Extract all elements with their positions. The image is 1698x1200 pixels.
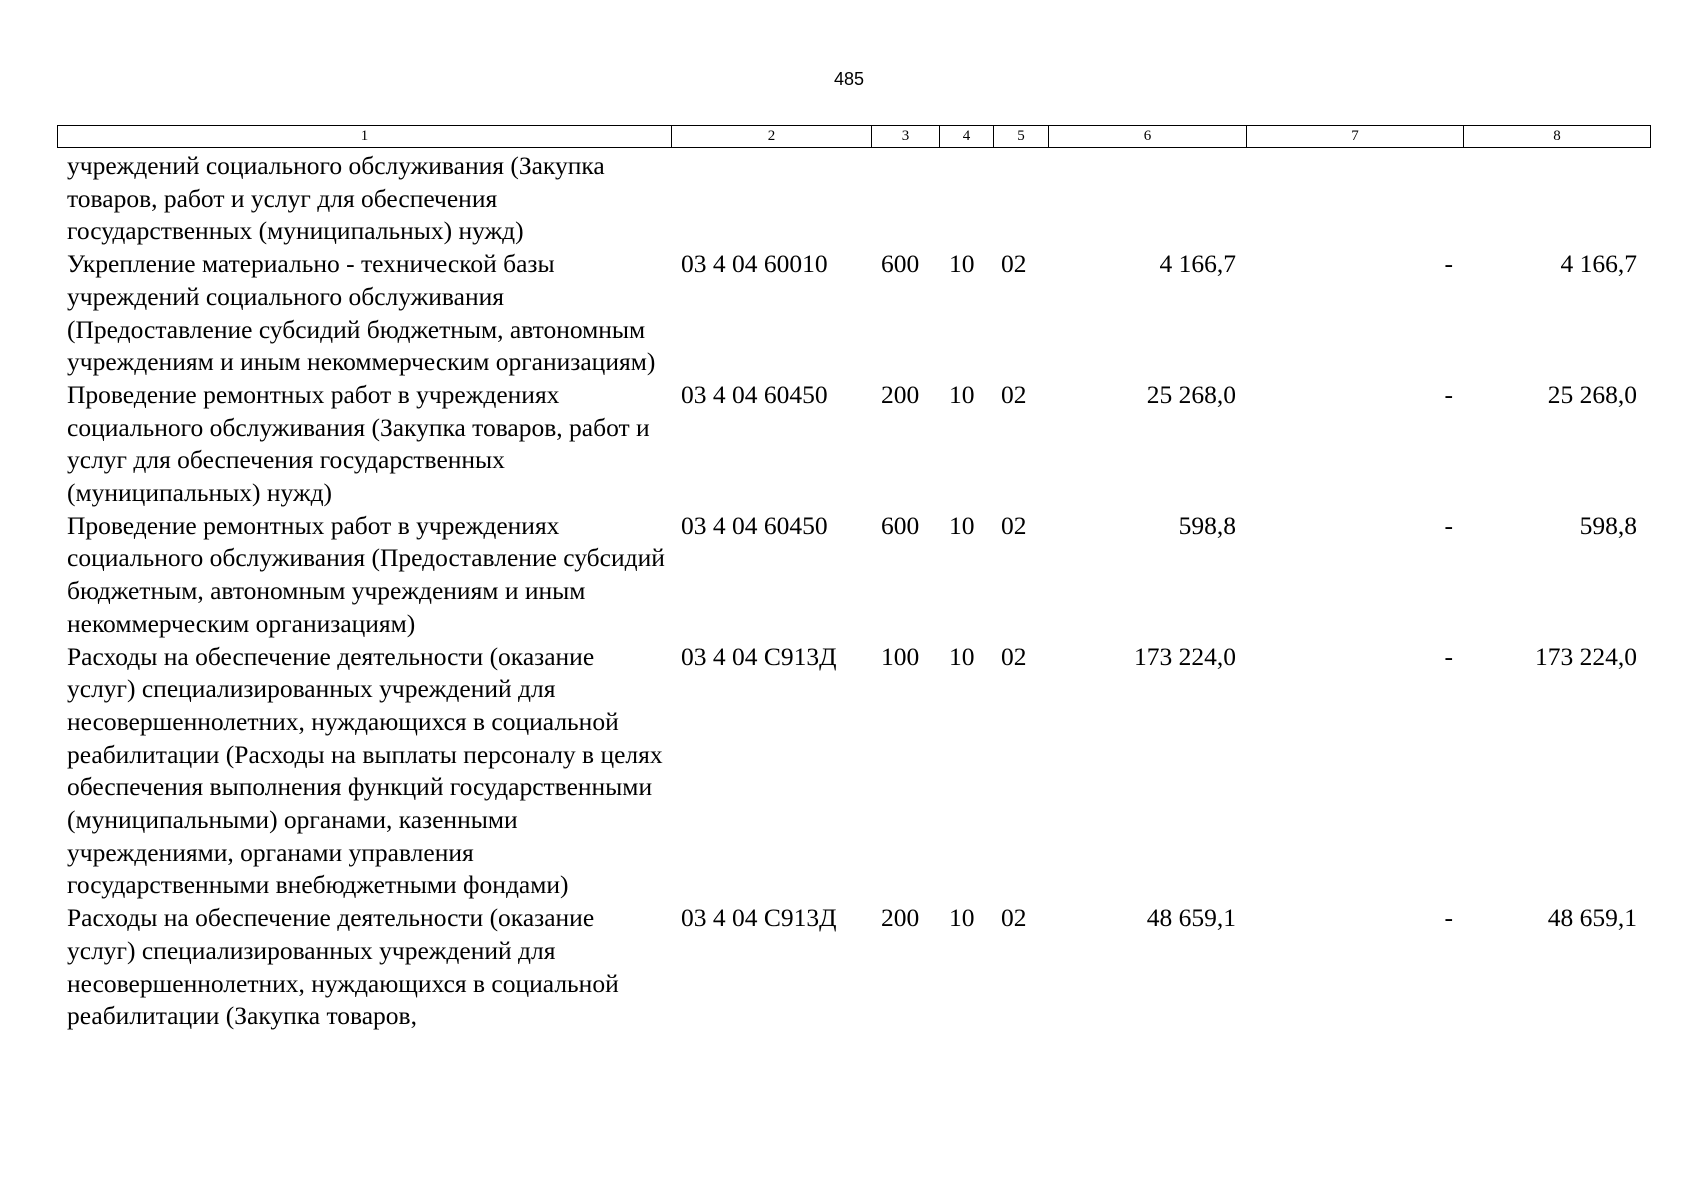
table-row: [57, 641, 1650, 903]
row-amount-col8: 598,8: [1579, 510, 1637, 540]
row-name: Проведение ремонтных работ в учреждениях социального обслуживания (Предоставление субсидий бюджетным, автономным учреждениям и иным некоммерческим организациям): [67, 510, 665, 638]
header-col-4: 4: [940, 126, 994, 148]
row-amount-col8: 48 659,1: [1547, 903, 1637, 933]
row-expense-type: 600: [881, 249, 920, 279]
row-subsection: 02: [1001, 903, 1027, 933]
table-row: [57, 902, 1650, 1033]
row-subsection: 02: [1001, 249, 1027, 279]
table-row: [57, 379, 1650, 510]
row-expense-type: 200: [881, 903, 920, 933]
row-name: Расходы на обеспечение деятельности (оказание услуг) специализированных учреждений для несовершеннолетних, нуждающихся в социальной реабилитации (Закупка товаров,: [67, 903, 619, 1031]
row-name: Укрепление материально - технической базы учреждений социального обслуживания (Предоставление субсидий бюджетным, автономным учреждениям и иным некоммерческим организациям): [67, 249, 656, 377]
column-number-header: [57, 125, 1651, 148]
row-subsection: 02: [1001, 510, 1027, 540]
row-code: 03 4 04 60450: [681, 379, 828, 409]
row-amount-col8: 173 224,0: [1535, 641, 1637, 671]
row-subsection: 02: [1001, 379, 1027, 409]
row-section: 10: [949, 379, 975, 409]
row-amount-col6: 4 166,7: [1159, 249, 1236, 279]
row-amount-col7: -: [1444, 249, 1453, 279]
header-col-1: 1: [58, 126, 672, 148]
budget-table-body: [57, 150, 1650, 1033]
header-col-6: 6: [1049, 126, 1247, 148]
row-code: 03 4 04 60010: [681, 249, 828, 279]
row-amount-col6: 25 268,0: [1146, 379, 1236, 409]
table-row: [57, 510, 1650, 641]
row-amount-col6: 48 659,1: [1146, 903, 1236, 933]
row-subsection: 02: [1001, 641, 1027, 671]
row-code: 03 4 04 60450: [681, 510, 828, 540]
row-name: учреждений социального обслуживания (Закупка товаров, работ и услуг для обеспечения государственных (муниципальных) нужд): [67, 151, 605, 246]
header-col-7: 7: [1247, 126, 1464, 148]
row-amount-col7: -: [1444, 379, 1453, 409]
row-section: 10: [949, 641, 975, 671]
header-col-8: 8: [1464, 126, 1651, 148]
row-amount-col6: 173 224,0: [1134, 641, 1236, 671]
row-section: 10: [949, 903, 975, 933]
row-expense-type: 200: [881, 379, 920, 409]
row-code: 03 4 04 С913Д: [681, 903, 837, 933]
row-amount-col6: 598,8: [1178, 510, 1236, 540]
row-section: 10: [949, 510, 975, 540]
row-amount-col7: -: [1444, 641, 1453, 671]
table-row: [57, 248, 1650, 379]
row-code: 03 4 04 С913Д: [681, 641, 837, 671]
row-name: Расходы на обеспечение деятельности (оказание услуг) специализированных учреждений для несовершеннолетних, нуждающихся в социальной реабилитации (Расходы на выплаты персоналу в целях обеспечения выполнения функций государственными (муниципальными) органами, казенными учреждениями, органами управления государственными внебюджетными фондами): [67, 641, 663, 900]
header-col-3: 3: [872, 126, 940, 148]
page-number: 485: [833, 69, 865, 89]
header-col-2: 2: [672, 126, 872, 148]
row-amount-col7: -: [1444, 903, 1453, 933]
row-section: 10: [949, 249, 975, 279]
row-expense-type: 600: [881, 510, 920, 540]
row-amount-col8: 25 268,0: [1547, 379, 1637, 409]
table-row: [57, 150, 1650, 248]
row-amount-col8: 4 166,7: [1560, 249, 1637, 279]
row-expense-type: 100: [881, 641, 920, 671]
row-amount-col7: -: [1444, 510, 1453, 540]
header-col-5: 5: [994, 126, 1049, 148]
row-name: Проведение ремонтных работ в учреждениях социального обслуживания (Закупка товаров, работ и услуг для обеспечения государственных (муниципальных) нужд): [67, 379, 650, 508]
